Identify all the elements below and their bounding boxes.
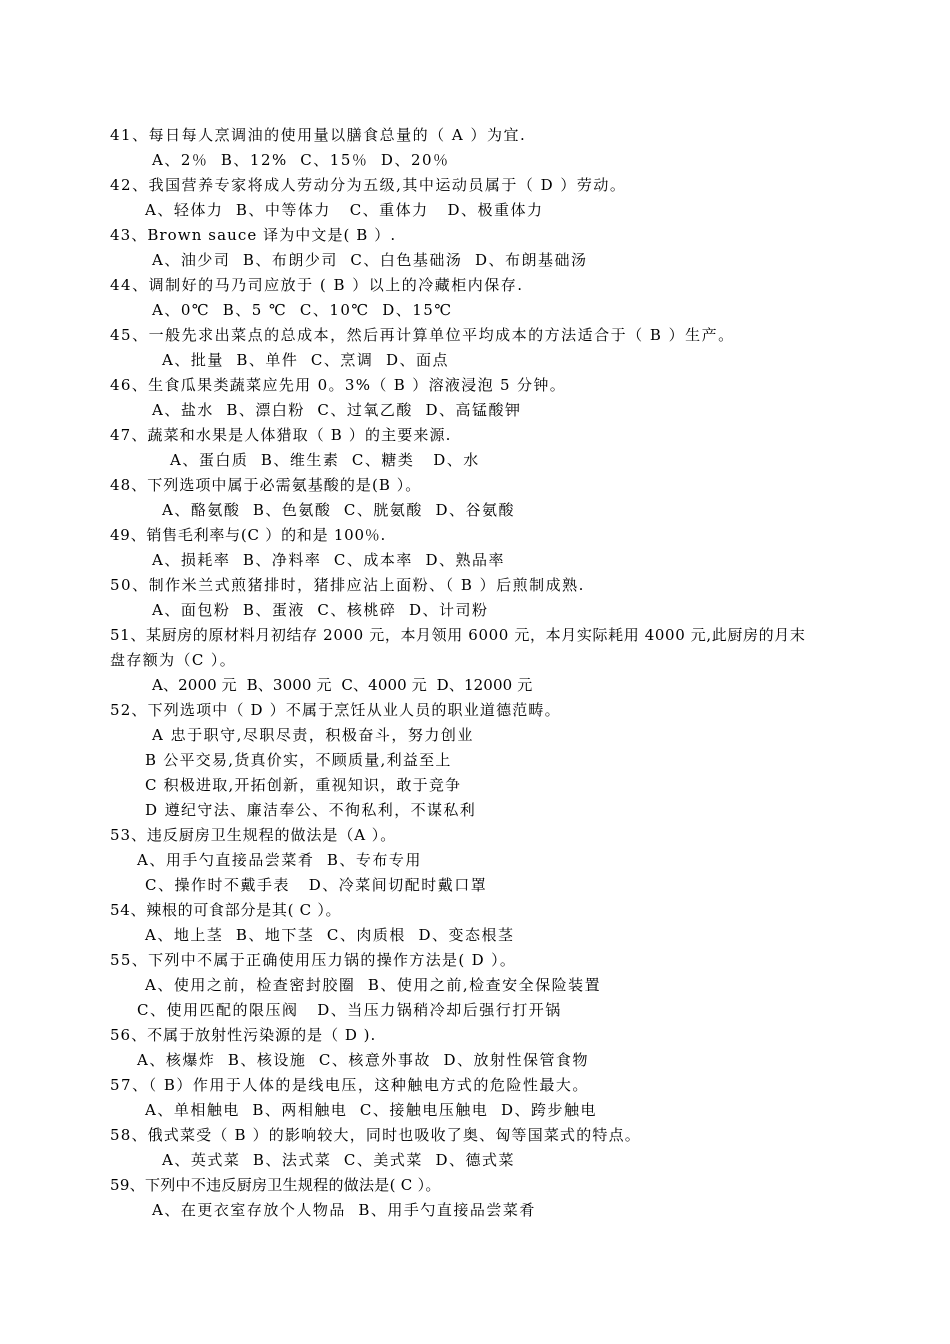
answer-options-line: A、盐水 B、漂白粉 C、过氧乙酸 D、高锰酸钾 xyxy=(152,401,522,419)
answer-options-line: 盘存额为（C ）。 xyxy=(110,651,237,669)
question-line: 46、生食瓜果类蔬菜应先用 0。3%（ B ）溶液浸泡 5 分钟。 xyxy=(110,376,567,394)
answer-options-line: A 忠于职守,尽职尽责，积极奋斗，努力创业 xyxy=(152,726,474,744)
answer-options-line: A、2％ B、12% C、15％ D、20％ xyxy=(152,151,450,169)
question-line: 51、某厨房的原材料月初结存 2000 元，本月领用 6000 元，本月实际耗用 4000 元,此厨房的月末 xyxy=(110,626,806,644)
answer-options-line: A、使用之前，检查密封胶圈 B、使用之前,检查安全保险装置 xyxy=(145,976,602,994)
answer-options-line: A、2000 元 B、3000 元 C、4000 元 D、12000 元 xyxy=(152,676,533,694)
answer-options-line: D 遵纪守法、廉洁奉公、不徇私利，不谋私利 xyxy=(145,801,477,819)
answer-options-line: A、油少司 B、布朗少司 C、白色基础汤 D、布朗基础汤 xyxy=(152,251,588,269)
answer-options-line: A、单相触电 B、两相触电 C、接触电压触电 D、跨步触电 xyxy=(145,1101,597,1119)
question-line: 56、不属于放射性污染源的是（ D ). xyxy=(110,1026,377,1044)
answer-options-line: A、英式菜 B、法式菜 C、美式菜 D、德式菜 xyxy=(162,1151,515,1169)
answer-options-line: A、在更衣室存放个人物品 B、用手勺直接品尝菜肴 xyxy=(152,1201,536,1219)
answer-options-line: A、用手勺直接品尝菜肴 B、专布专用 xyxy=(137,851,422,869)
answer-options-line: A、面包粉 B、蛋液 C、核桃碎 D、计司粉 xyxy=(152,601,489,619)
question-line: 57、（ B）作用于人体的是线电压，这种触电方式的危险性最大。 xyxy=(110,1076,589,1094)
answer-options-line: A、批量 B、单件 C、烹调 D、面点 xyxy=(162,351,449,369)
answer-options-line: A、损耗率 B、净料率 C、成本率 D、熟品率 xyxy=(152,551,505,569)
answer-options-line: B 公平交易,货真价实，不顾质量,利益至上 xyxy=(145,751,452,769)
question-line: 42、我国营养专家将成人劳动分为五级,其中运动员属于（ D ）劳动。 xyxy=(110,176,627,194)
answer-options-line: A、酪氨酸 B、色氨酸 C、胱氨酸 D、谷氨酸 xyxy=(162,501,515,519)
answer-options-line: A、蛋白质 B、维生素 C、糖类 D、水 xyxy=(170,451,480,469)
question-line: 44、调制好的马乃司应放于 ( B ）以上的冷藏柜内保存. xyxy=(110,276,524,294)
question-line: 55、下列中不属于正确使用压力锅的操作方法是( D ）。 xyxy=(110,951,517,969)
question-line: 47、蔬菜和水果是人体猎取（ B ）的主要来源. xyxy=(110,426,452,444)
answer-options-line: C、操作时不戴手表 D、冷菜间切配时戴口罩 xyxy=(145,876,488,894)
question-line: 50、制作米兰式煎猪排时，猪排应沾上面粉、（ B ）后煎制成熟. xyxy=(110,576,585,594)
answer-options-line: A、0℃ B、5 ℃ C、10℃ D、15℃ xyxy=(152,301,453,319)
question-line: 53、违反厨房卫生规程的做法是（A ）。 xyxy=(110,826,397,844)
question-line: 48、下列选项中属于必需氨基酸的是(B ）。 xyxy=(110,476,422,494)
question-line: 45、一般先求出菜点的总成本，然后再计算单位平均成本的方法适合于（ B ）生产。 xyxy=(110,326,735,344)
answer-options-line: C 积极进取,开拓创新，重视知识，敢于竞争 xyxy=(145,776,462,794)
answer-options-line: A、轻体力 B、中等体力 C、重体力 D、极重体力 xyxy=(145,201,544,219)
question-line: 58、俄式菜受（ B ）的影响较大，同时也吸收了奥、匈等国菜式的特点。 xyxy=(110,1126,641,1144)
question-line: 49、销售毛利率与(C ）的和是 100％. xyxy=(110,526,387,544)
question-line: 59、下列中不违反厨房卫生规程的做法是( C ）。 xyxy=(110,1176,441,1194)
question-line: 52、下列选项中（ D ）不属于烹饪从业人员的职业道德范畴。 xyxy=(110,701,561,719)
answer-options-line: A、核爆炸 B、核设施 C、核意外事故 D、放射性保管食物 xyxy=(137,1051,589,1069)
answer-options-line: C、使用匹配的限压阀 D、当压力锅稍冷却后强行打开锅 xyxy=(137,1001,562,1019)
question-line: 41、每日每人烹调油的使用量以膳食总量的（ A ）为宜. xyxy=(110,126,527,144)
question-line: 54、辣根的可食部分是其( C ）。 xyxy=(110,901,342,919)
question-line: 43、Brown sauce 译为中文是( B ）. xyxy=(110,226,397,244)
answer-options-line: A、地上茎 B、地下茎 C、肉质根 D、变态根茎 xyxy=(145,926,515,944)
